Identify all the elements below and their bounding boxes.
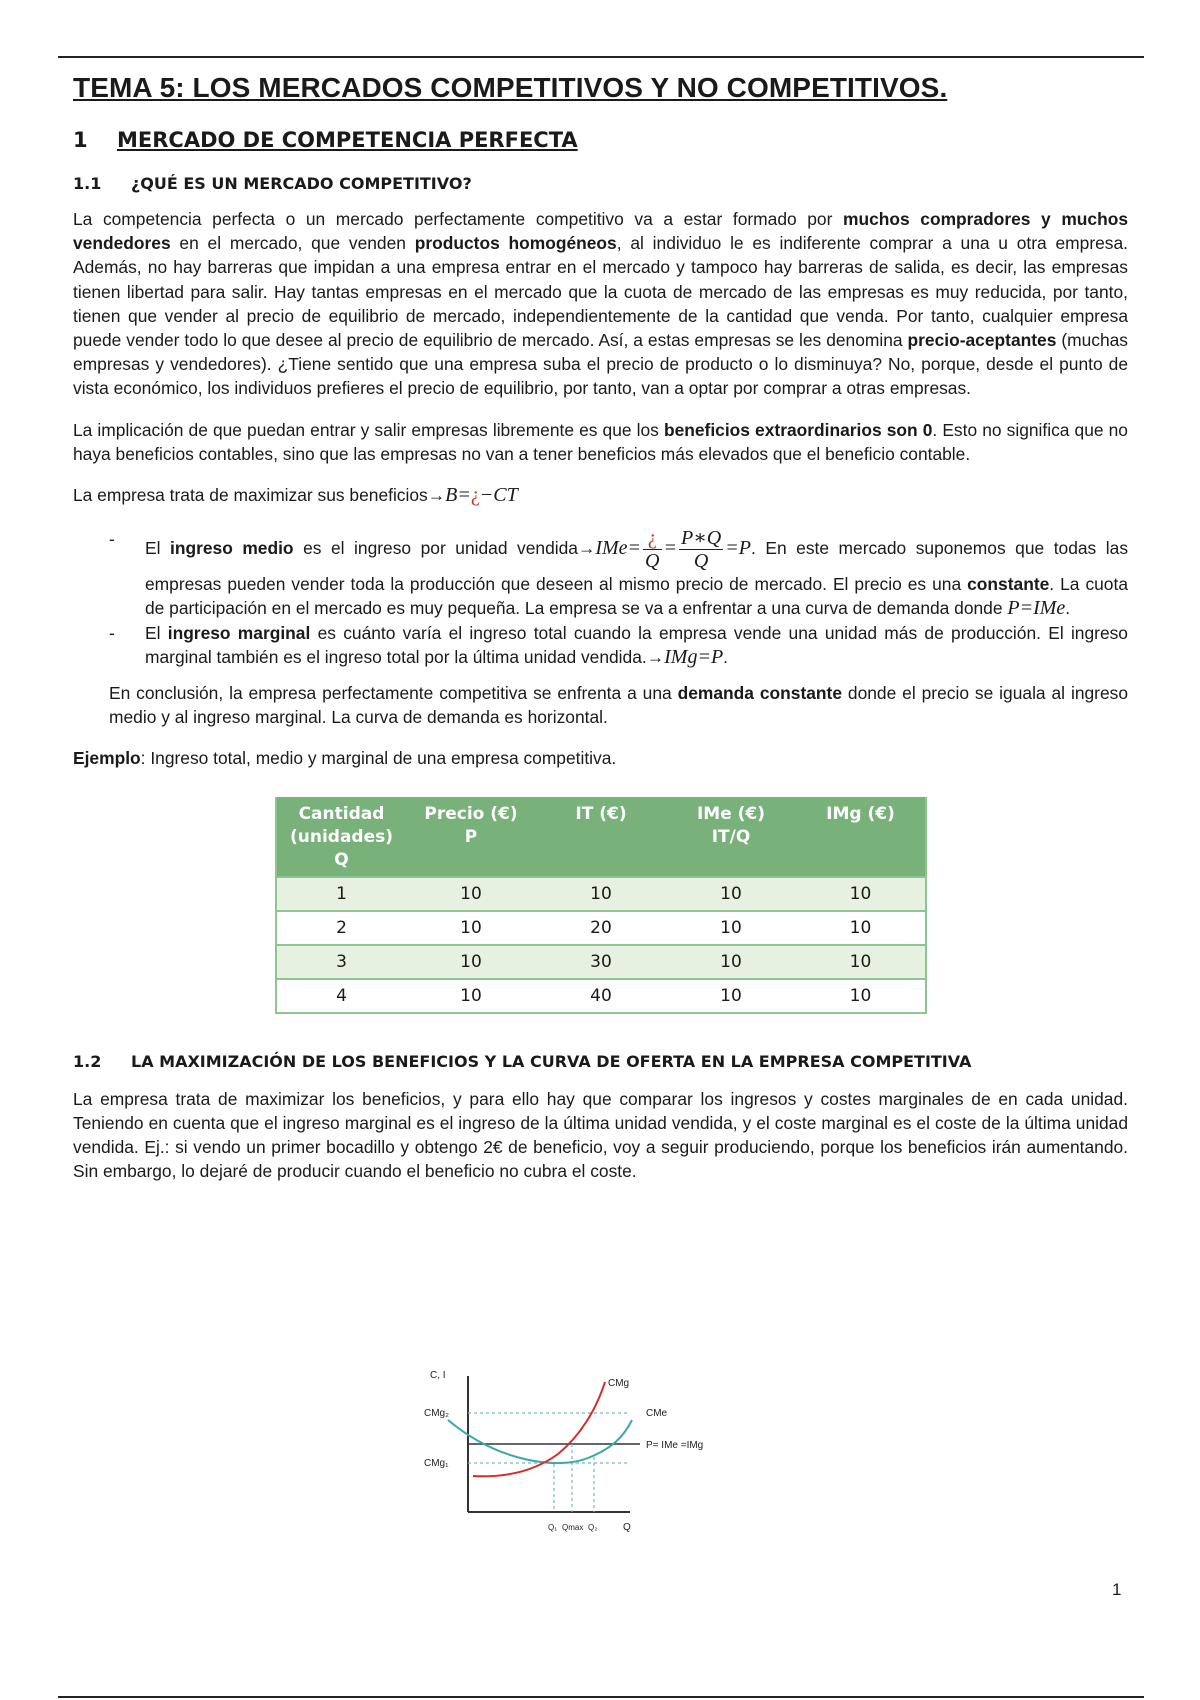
cmg2-label: CMg₂	[424, 1408, 449, 1419]
header-it: IT (€)	[536, 797, 666, 877]
cmg1-label: CMg₁	[424, 1458, 449, 1469]
subsection-number: 1.1	[73, 174, 102, 193]
cost-curve-diagram	[418, 1362, 738, 1548]
subsection-number: 1.2	[73, 1051, 102, 1071]
header-ime: IMe (€) IT/Q	[666, 797, 796, 877]
table-header-row	[276, 797, 926, 877]
header-precio: Precio (€) P	[406, 797, 536, 877]
qmax-label: Qmax	[562, 1523, 584, 1532]
average-revenue-formula: IMe= $\frac{¿}{Q}$ = $\frac{P∗Q}{Q}$ =P	[595, 527, 751, 573]
document-body	[73, 72, 1128, 1200]
subsection-title: LA MAXIMIZACIÓN DE LOS BENEFICIOS Y LA CURVA DE OFERTA EN LA EMPRESA COMPETITIVA	[131, 1051, 972, 1071]
header-cantidad: Cantidad (unidades) Q	[276, 797, 406, 877]
price-label: P= IMe =IMg	[646, 1440, 704, 1451]
table-row: 3 10 30 10 10	[276, 945, 926, 979]
list-item-ingreso-marginal: - El ingreso marginal es cuánto varía el ingreso total cuando la empresa vende una unidad más de producción. El ingreso marginal también es el ingreso total por la última unidad vendida.→IMg=P.	[145, 621, 1128, 669]
subsection-heading-1-1	[73, 174, 1128, 193]
document-title: TEMA 5: LOS MERCADOS COMPETITIVOS Y NO COMPETITIVOS.	[73, 72, 948, 103]
table-row: 4 10 40 10 10	[276, 979, 926, 1013]
header-img: IMg (€)	[796, 797, 926, 877]
q2-label: Q₂	[588, 1523, 598, 1532]
section-heading-1	[73, 128, 1128, 152]
cme-label: CMe	[646, 1408, 668, 1419]
paragraph-maximizar: La empresa trata de maximizar sus beneficios→B=¿−CT	[73, 484, 518, 507]
section-number: 1	[73, 128, 88, 152]
subsection-heading-1-2	[73, 1052, 1128, 1071]
table-row: 1 10 10 10 10	[276, 877, 926, 911]
cmg-label: CMg	[608, 1378, 630, 1389]
marginal-revenue-formula: IMg=P	[664, 645, 724, 668]
y-axis-label: C, I	[430, 1370, 446, 1381]
list-item-ingreso-medio: - El ingreso medio es el ingreso por unidad vendida→IMe= $\frac{¿}{Q}$ = $\frac{P∗Q}{Q}$ =P. En este mercado suponemos que todas las empresas pueden vender toda la producción que deseen al mismo precio de mercado. El precio es una constante. La cuota de participación en el mercado es muy pequeña. La empresa se va a enfrentar a una curva de demanda donde P=IMe.	[145, 527, 1128, 620]
paragraph-competencia: La competencia perfecta o un mercado perfectamente competitivo va a estar formado por muchos compradores y muchos vendedores en el mercado, que venden productos homogéneos, al individuo le es indiferente comprar a una u otra empresa. Además, no hay barreras que impidan a una empresa entrar en el mercado y tampoco hay barreras de salida, es decir, las empresas tienen libertad para salir. Hay tantas empresas en el mercado que la cuota de mercado de las empresas es muy reducida, por tanto, tienen que vender al precio de equilibrio de mercado, independientemente de la cantidad que venda. Por tanto, cualquier empresa puede vender todo lo que desee al precio de equilibrio de mercado. Así, a estas empresas se les denomina precio-aceptantes (muchas empresas y vendedores). ¿Tiene sentido que una empresa suba el precio de producto o lo disminuya? No, porque, desde el punto de vista económico, los individuos prefieres el precio de equilibrio, por tanto, van a optar por comprar a otras empresas.	[73, 209, 1129, 399]
profit-formula: B=¿−CT	[445, 484, 518, 507]
subsection-title: ¿QUÉ ES UN MERCADO COMPETITIVO?	[131, 174, 472, 193]
paragraph-conclusion: En conclusión, la empresa perfectamente competitiva se enfrenta a una demanda constante donde el precio se iguala al ingreso medio y al ingreso marginal. La curva de demanda es horizontal.	[109, 683, 1128, 728]
paragraph-maximizacion: La empresa trata de maximizar los beneficios, y para ello hay que comparar los ingresos y costes marginales de en cada unidad. Teniendo en cuenta que el ingreso marginal es el ingreso de la última unidad vendida, y el coste marginal es el coste de la última unidad vendida. Ej.: si vendo un primer bocadillo y obtengo 2€ de beneficio, voy a seguir produciendo, porque los beneficios irán aumentando. Sin embargo, lo dejaré de producir cuando el beneficio no cubra el coste.	[73, 1088, 1128, 1182]
revenue-table	[275, 797, 927, 1014]
x-axis-label: Q	[623, 1522, 631, 1533]
table-row: 2 10 20 10 10	[276, 911, 926, 945]
paragraph-beneficios: La implicación de que puedan entrar y salir empresas libremente es que los beneficios extraordinarios son 0. Esto no significa que no haya beneficios contables, sino que las empresas no van a tener beneficios más elevados que el beneficio contable.	[73, 419, 1128, 464]
bottom-rule	[58, 1696, 1144, 1698]
cme-curve	[448, 1420, 632, 1463]
section-title: MERCADO DE COMPETENCIA PERFECTA	[117, 128, 578, 152]
top-rule	[58, 56, 1144, 58]
q1-label: Q₁	[548, 1523, 557, 1532]
paragraph-ejemplo: Ejemplo: Ingreso total, medio y marginal de una empresa competitiva.	[73, 748, 617, 769]
revenue-list	[73, 527, 1128, 669]
page-number: 1	[1112, 1580, 1122, 1599]
